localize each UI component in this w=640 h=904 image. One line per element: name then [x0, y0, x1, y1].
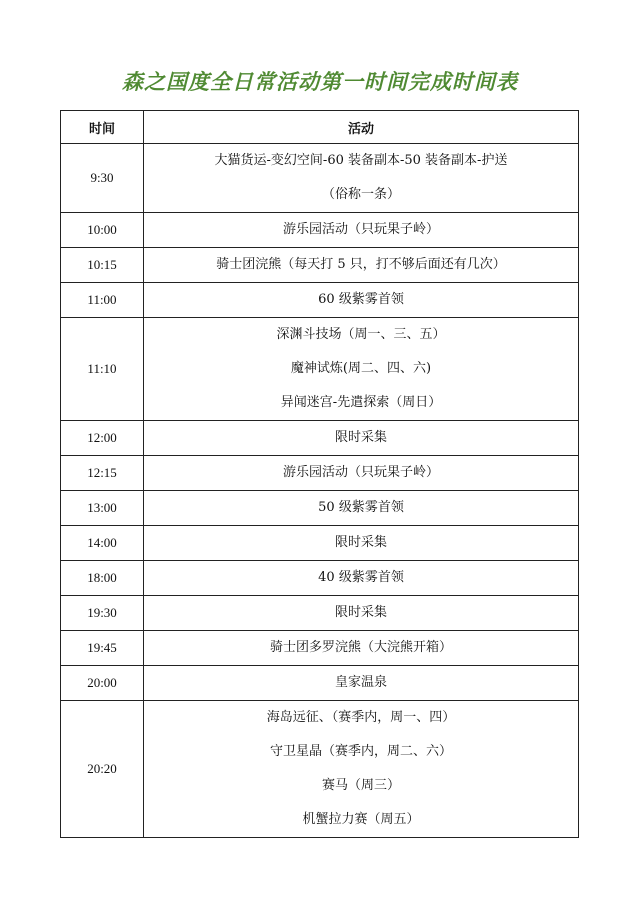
time-cell: 11:10 [61, 318, 144, 421]
time-cell: 14:00 [61, 526, 144, 561]
activity-line: 深渊斗技场（周一、三、五） [276, 327, 446, 342]
table-header-row [61, 111, 579, 144]
activity-line: （俗称一条） [321, 187, 400, 202]
time-cell: 18:00 [61, 561, 144, 596]
activity-cell [144, 248, 579, 283]
activity-cell [144, 318, 579, 421]
activity-line: 骑士团多罗浣熊（大浣熊开箱） [269, 640, 452, 655]
activity-line: 海岛远征、（赛季内，周一、四） [266, 710, 456, 725]
table-row [61, 456, 579, 491]
activity-line: 机蟹拉力赛（周五） [302, 812, 420, 827]
activity-line: 异闻迷宫-先遣探索（周日） [280, 395, 442, 410]
table-row [61, 561, 579, 596]
activity-line: 限时采集 [334, 430, 387, 445]
time-cell: 19:45 [61, 631, 144, 666]
activity-cell [144, 561, 579, 596]
activity-cell [144, 596, 579, 631]
page-title: 森之国度全日常活动第一时间完成时间表 [122, 70, 518, 94]
header-activity: 活动 [144, 111, 579, 144]
table-row [61, 491, 579, 526]
activity-line: 60 级紫雾首领 [318, 292, 404, 307]
time-cell: 12:00 [61, 421, 144, 456]
table-row [61, 283, 579, 318]
activity-cell [144, 283, 579, 318]
activity-line: 限时采集 [334, 605, 387, 620]
table-row [61, 596, 579, 631]
table-row [61, 421, 579, 456]
activity-cell [144, 631, 579, 666]
activity-line: 50 级紫雾首领 [318, 500, 404, 515]
activity-cell [144, 144, 579, 213]
activity-cell [144, 491, 579, 526]
activity-cell [144, 526, 579, 561]
table-row [61, 248, 579, 283]
time-cell: 10:15 [61, 248, 144, 283]
time-cell: 10:00 [61, 213, 144, 248]
activity-line: 游乐园活动（只玩果子岭） [282, 465, 439, 480]
table-row [61, 631, 579, 666]
activity-cell [144, 421, 579, 456]
table-row [61, 666, 579, 701]
table-row [61, 318, 579, 421]
activity-cell [144, 213, 579, 248]
table-row [61, 213, 579, 248]
time-cell: 19:30 [61, 596, 144, 631]
activity-line: 魔神试炼(周二、四、六) [290, 361, 432, 376]
time-cell: 20:00 [61, 666, 144, 701]
table-row [61, 526, 579, 561]
activity-line: 40 级紫雾首领 [318, 570, 404, 585]
activity-line: 大猫货运-变幻空间-60 装备副本-50 装备副本-护送 [214, 153, 508, 168]
header-time: 时间 [61, 111, 144, 144]
time-cell: 9:30 [61, 144, 144, 213]
table-row [61, 701, 579, 838]
time-cell: 12:15 [61, 456, 144, 491]
activity-line: 守卫星晶（赛季内，周二、六） [269, 744, 452, 759]
table-row [61, 144, 579, 213]
activity-cell [144, 666, 579, 701]
activity-line: 皇家温泉 [334, 675, 387, 690]
activity-cell [144, 701, 579, 838]
activity-cell [144, 456, 579, 491]
time-cell: 13:00 [61, 491, 144, 526]
time-cell: 11:00 [61, 283, 144, 318]
schedule-body [61, 144, 579, 838]
schedule-table [60, 110, 579, 838]
activity-line: 赛马（周三） [321, 778, 400, 793]
activity-line: 限时采集 [334, 535, 387, 550]
time-cell: 20:20 [61, 701, 144, 838]
activity-line: 骑士团浣熊（每天打 5 只，打不够后面还有几次） [216, 257, 506, 272]
activity-line: 游乐园活动（只玩果子岭） [282, 222, 439, 237]
